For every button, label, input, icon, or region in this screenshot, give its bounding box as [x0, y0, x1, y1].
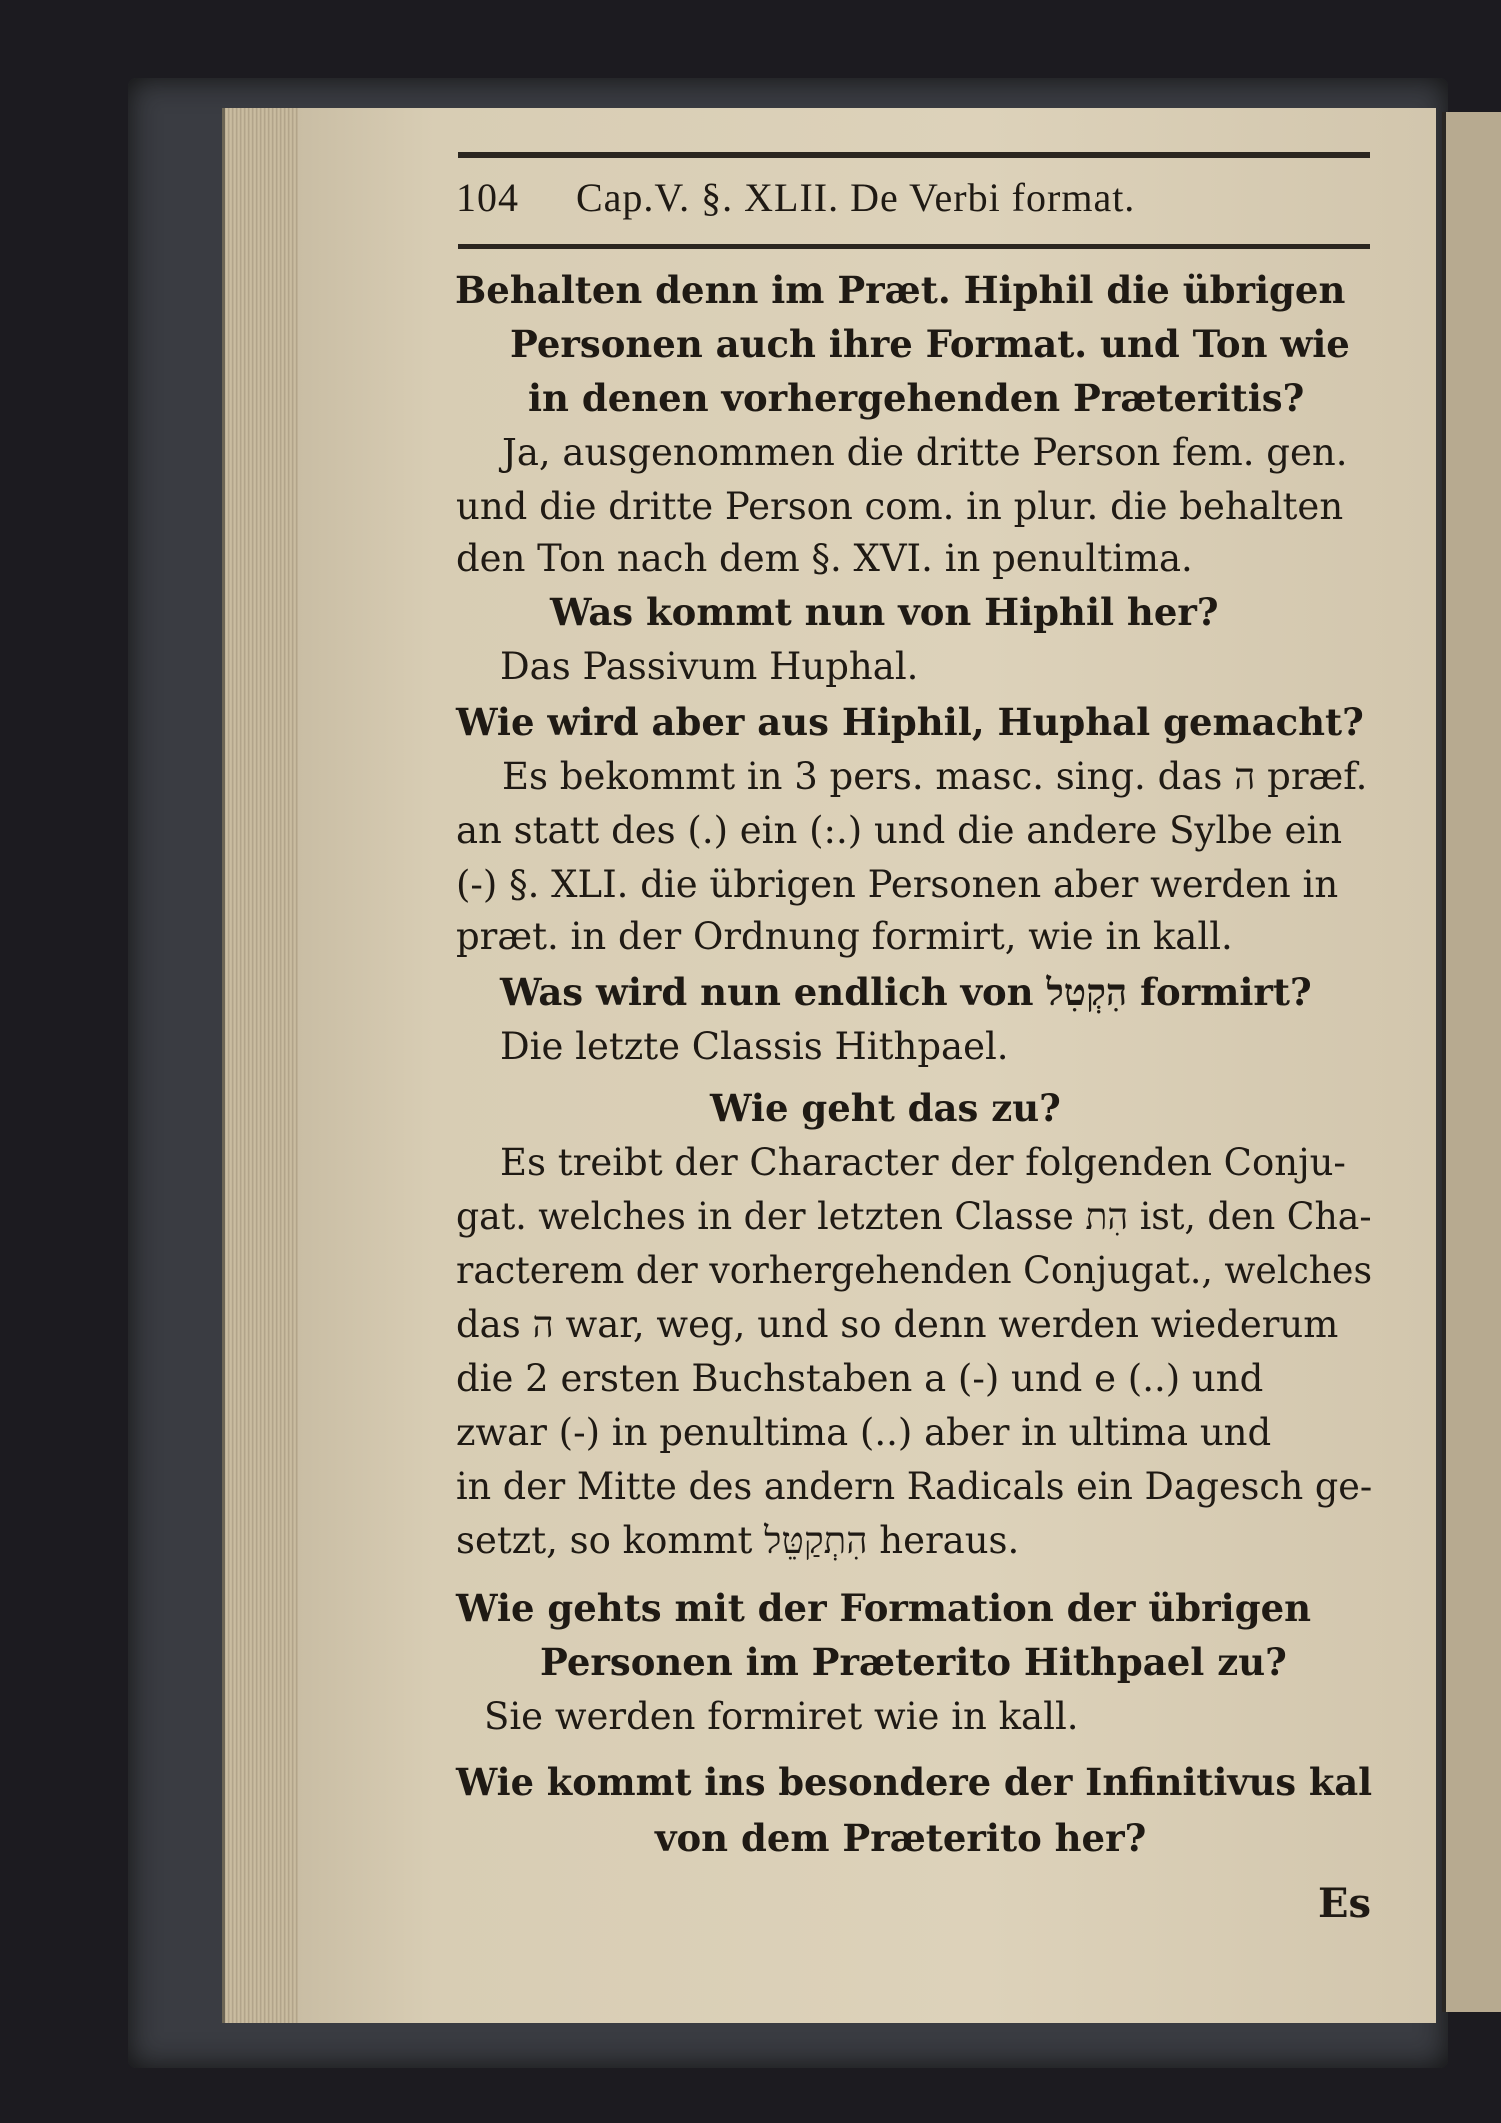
text-line-26: Personen im Præterito Hithpael zu? [540, 1640, 1287, 1684]
text-line-3: in denen vorhergehenden Præteritis? [528, 376, 1305, 420]
catchword: Es [1318, 1880, 1372, 1927]
page-number: 104 [456, 175, 519, 220]
text-line-8: Das Passivum Huphal. [500, 645, 919, 688]
text-line-18: gat. welches in der letzten Classe הִת ist, den Cha- [456, 1195, 1372, 1238]
text-line-4: Ja, ausgenommen die dritte Person fem. gen. [502, 431, 1348, 474]
text-line-16: Wie geht das zu? [710, 1086, 1061, 1130]
text-line-14: Was wird nun endlich von הִקְטִל formirt? [500, 970, 1312, 1014]
text-line-20: das ה war, weg, und so denn werden wiederum [456, 1303, 1339, 1346]
text-line-9: Wie wird aber aus Hiphil, Huphal gemacht? [456, 700, 1364, 744]
text-line-19: racterem der vorhergehenden Conjugat., welches [456, 1249, 1373, 1292]
text-line-5: und die dritte Person com. in plur. die behalten [456, 485, 1344, 528]
header-rule-top [458, 152, 1370, 158]
text-line-1: Behalten denn im Præt. Hiphil die übrigen [455, 268, 1346, 312]
text-line-29: von dem Præterito her? [655, 1816, 1147, 1860]
page-edges [222, 108, 305, 2023]
text-line-13: præt. in der Ordnung formirt, wie in kall. [456, 915, 1233, 958]
header-rule-bottom [458, 244, 1370, 249]
text-line-12: (-) §. XLI. die übrigen Personen aber werden in [456, 863, 1339, 906]
text-line-2: Personen auch ihre Format. und Ton wie [510, 322, 1350, 366]
text-line-24: setzt, so kommt הִתְקַטֵּל heraus. [456, 1519, 1020, 1562]
text-line-28: Wie kommt ins besondere der Infinitivus kal [456, 1760, 1373, 1804]
text-line-15: Die letzte Classis Hithpael. [500, 1025, 1009, 1068]
text-line-6: den Ton nach dem §. XVI. in penultima. [456, 537, 1193, 580]
facing-page-edge [1442, 112, 1501, 2012]
text-line-27: Sie werden formiret wie in kall. [484, 1695, 1079, 1738]
text-line-11: an statt des (.) ein (:.) und die andere Sylbe ein [456, 809, 1343, 852]
text-line-17: Es treibt der Character der folgenden Conju- [500, 1141, 1346, 1184]
text-line-23: in der Mitte des andern Radicals ein Dagesch ge- [456, 1465, 1373, 1508]
running-title: Cap.V. §. XLII. De Verbi format. [576, 175, 1136, 220]
text-line-7: Was kommt nun von Hiphil her? [550, 590, 1219, 634]
text-line-10: Es bekommt in 3 pers. masc. sing. das ה præf. [502, 755, 1368, 798]
text-line-21: die 2 ersten Buchstaben a (-) und e (..) und [456, 1357, 1264, 1400]
text-line-25: Wie gehts mit der Formation der übrigen [456, 1586, 1312, 1630]
text-line-22: zwar (-) in penultima (..) aber in ultima und [456, 1411, 1272, 1454]
